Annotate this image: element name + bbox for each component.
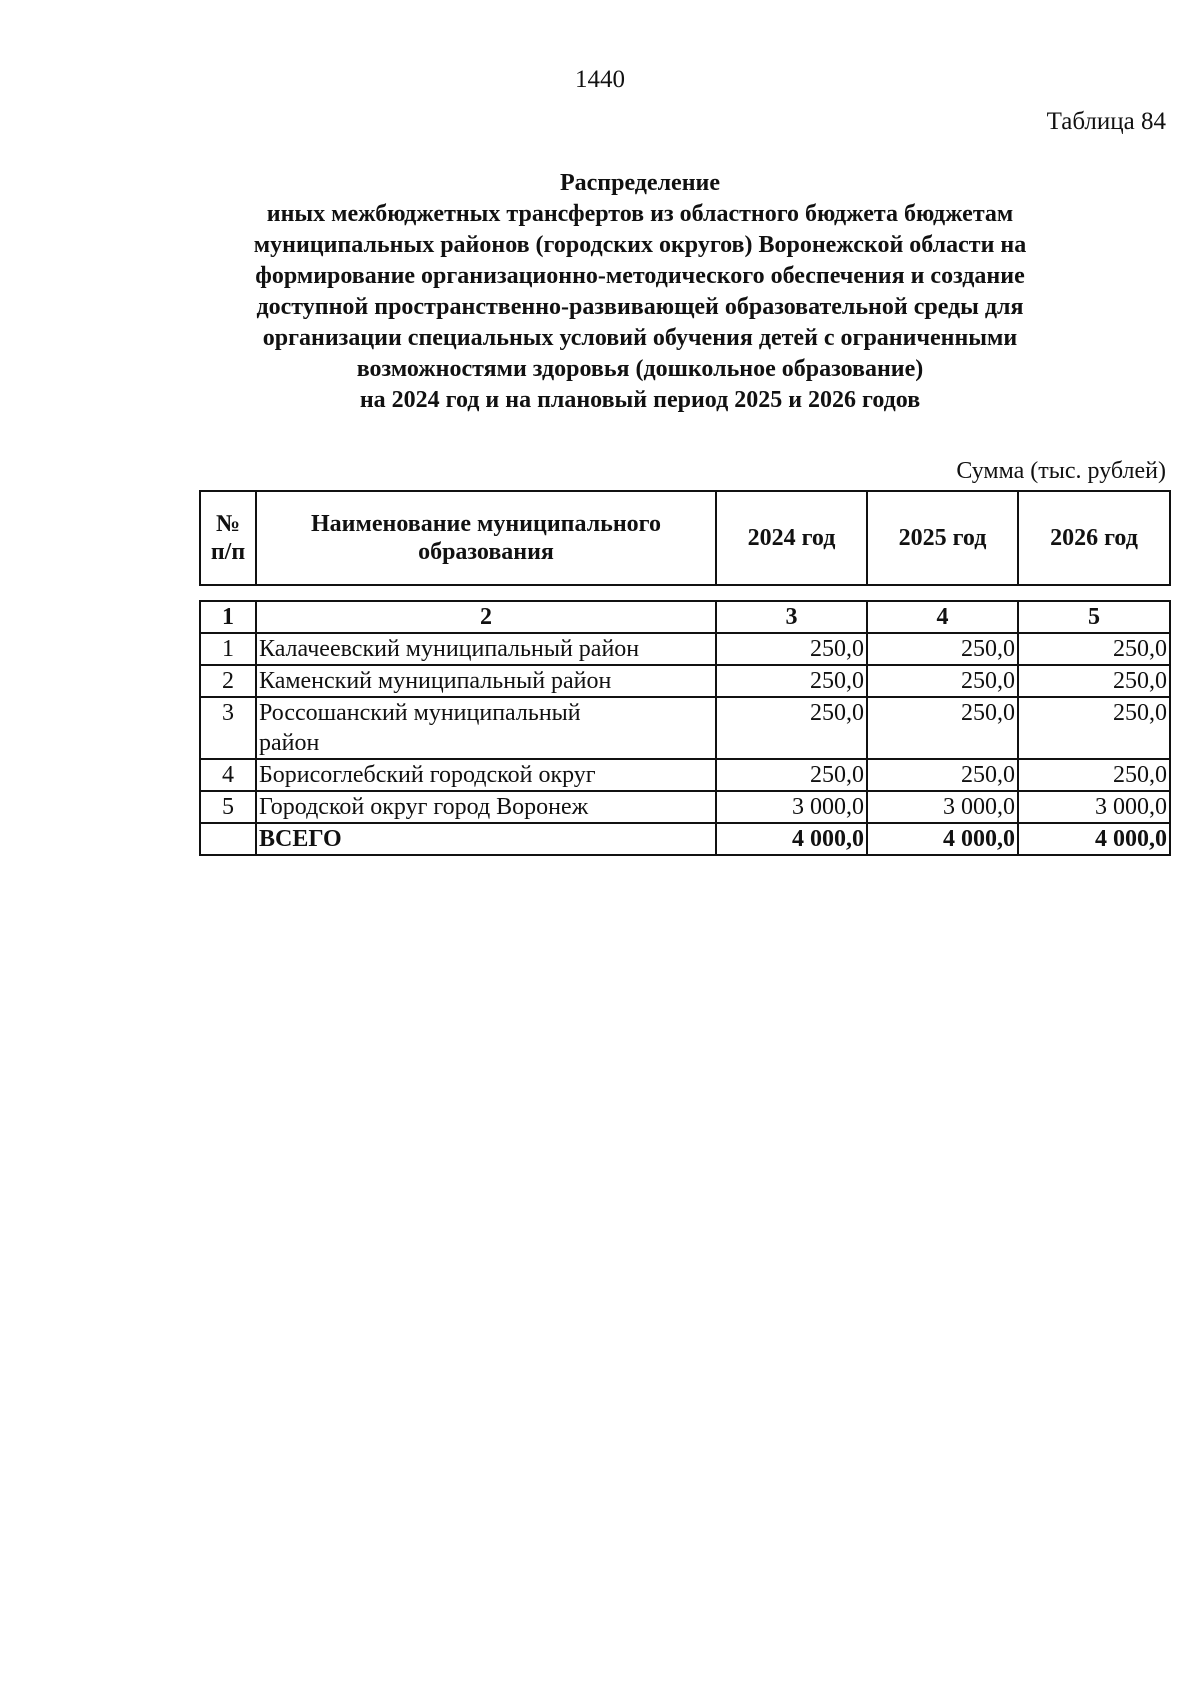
row-name: Борисоглебский городской округ (256, 759, 716, 791)
title-line: на 2024 год и на плановый период 2025 и 2026 годов (359, 387, 921, 413)
total-num (200, 823, 256, 855)
header-num: № п/п (200, 491, 256, 585)
title-line: муниципальных районов (городских округов) Воронежской области на (253, 232, 1027, 258)
table-label: Таблица 84 (1046, 108, 1166, 135)
header-name: Наименование муниципального образования (256, 491, 716, 585)
title-line: иных межбюджетных трансфертов из областного бюджета бюджетам (266, 201, 1014, 227)
total-value-2024: 4 000,0 (716, 823, 867, 855)
row-value-2025: 250,0 (867, 633, 1018, 665)
row-num: 1 (200, 633, 256, 665)
row-value-2025: 250,0 (867, 759, 1018, 791)
header-2024: 2024 год (716, 491, 867, 585)
column-number: 2 (256, 601, 716, 633)
total-row (200, 823, 1170, 855)
row-num: 2 (200, 665, 256, 697)
row-num: 4 (200, 759, 256, 791)
table-row (200, 791, 1170, 823)
title-line: формирование организационно-методического обеспечения и создание (255, 263, 1025, 289)
row-name: Калачеевский муниципальный район (256, 633, 716, 665)
row-num: 5 (200, 791, 256, 823)
row-value-2025: 250,0 (867, 665, 1018, 697)
row-name: Каменский муниципальный район (256, 665, 716, 697)
header-2026: 2026 год (1018, 491, 1170, 585)
row-name: Россошанский муниципальный район (256, 697, 716, 759)
total-value-2026: 4 000,0 (1018, 823, 1170, 855)
total-label: ВСЕГО (256, 823, 716, 855)
title-line: доступной пространственно-развивающей образовательной среды для (256, 294, 1024, 320)
row-value-2026: 3 000,0 (1018, 791, 1170, 823)
table-row (200, 633, 1170, 665)
column-number-row (200, 601, 1170, 633)
row-value-2024: 250,0 (716, 665, 867, 697)
page-number: 1440 (575, 66, 625, 93)
row-value-2026: 250,0 (1018, 697, 1170, 759)
title-line: Распределение (559, 170, 721, 196)
column-number: 3 (716, 601, 867, 633)
document-title (190, 168, 1090, 416)
row-value-2025: 250,0 (867, 697, 1018, 759)
table-row (200, 697, 1170, 759)
row-value-2024: 250,0 (716, 759, 867, 791)
table-row (200, 759, 1170, 791)
row-value-2024: 250,0 (716, 697, 867, 759)
row-name: Городской округ город Воронеж (256, 791, 716, 823)
row-value-2026: 250,0 (1018, 759, 1170, 791)
table-header (199, 490, 1171, 586)
row-value-2026: 250,0 (1018, 665, 1170, 697)
units-label: Сумма (тыс. рублей) (956, 458, 1166, 484)
column-number: 4 (867, 601, 1018, 633)
row-value-2024: 3 000,0 (716, 791, 867, 823)
column-number: 1 (200, 601, 256, 633)
table-row (200, 665, 1170, 697)
title-line: организации специальных условий обучения детей с ограниченными (262, 325, 1018, 351)
row-num: 3 (200, 697, 256, 759)
total-value-2025: 4 000,0 (867, 823, 1018, 855)
row-value-2026: 250,0 (1018, 633, 1170, 665)
distribution-table (199, 600, 1171, 856)
title-line: возможностями здоровья (дошкольное образование) (356, 356, 924, 382)
header-2025: 2025 год (867, 491, 1018, 585)
column-number: 5 (1018, 601, 1170, 633)
row-value-2024: 250,0 (716, 633, 867, 665)
row-value-2025: 3 000,0 (867, 791, 1018, 823)
